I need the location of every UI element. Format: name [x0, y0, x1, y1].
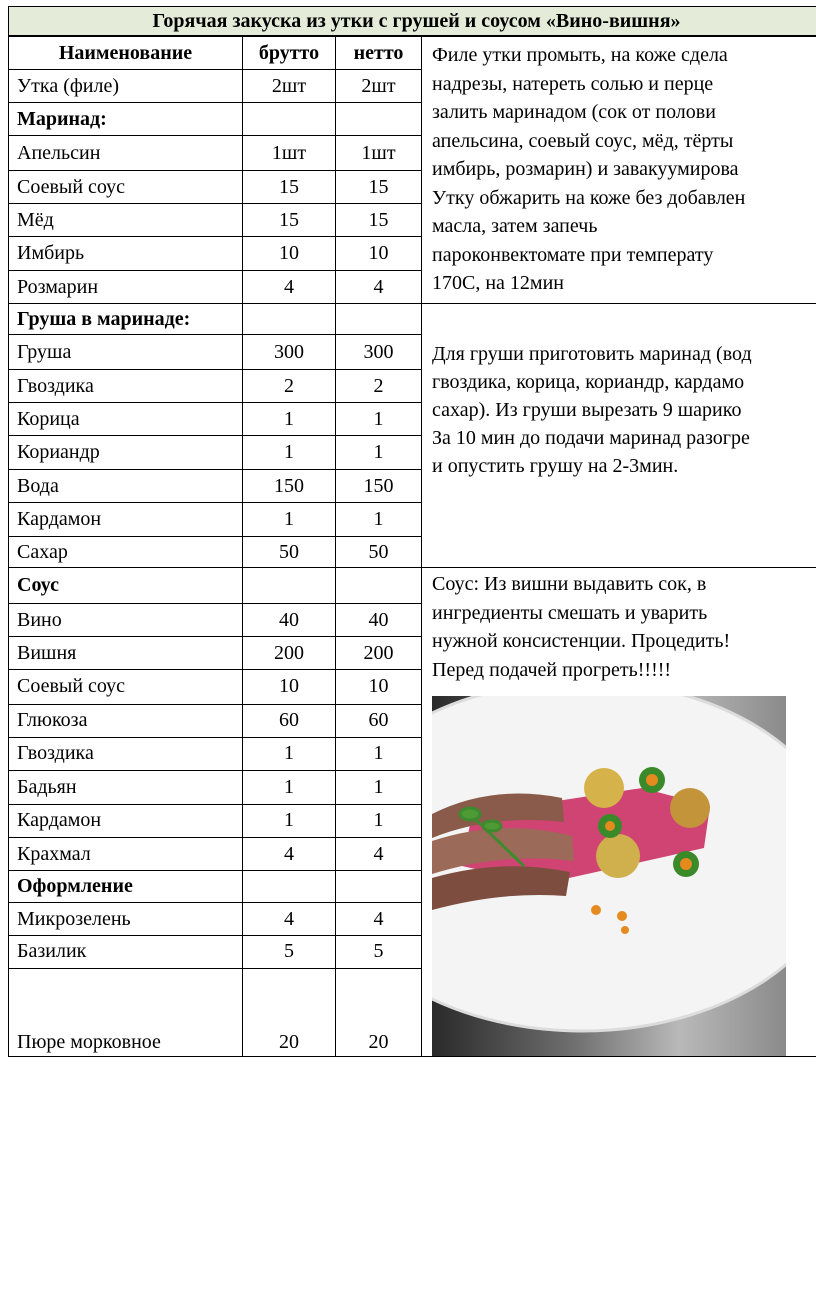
ingredient-name: Вишня: [9, 637, 243, 670]
ingredient-name: Глюкоза: [9, 704, 243, 737]
method-line: и опустить грушу на 2-3мин.: [432, 455, 679, 477]
ingredient-name: Гвоздика: [9, 370, 243, 403]
ingredient-brutto: 1: [243, 436, 336, 470]
method-line: пароконвектомате при температу: [432, 243, 714, 266]
ingredient-netto: 2: [336, 370, 422, 403]
ingredient-netto: 15: [336, 204, 422, 237]
ingredient-netto: 300: [336, 335, 422, 370]
ingredient-netto: 10: [336, 237, 422, 271]
ingredient-netto: 10: [336, 670, 422, 704]
ingredient-netto: 1: [336, 436, 422, 470]
ingredient-brutto: 1: [243, 403, 336, 436]
ingredient-brutto: 10: [243, 237, 336, 271]
ingredient-netto: 1: [336, 770, 422, 804]
ingredient-name: Пюре морковное: [9, 968, 243, 1056]
ingredient-netto: 1шт: [336, 136, 422, 171]
ingredient-brutto: 40: [243, 604, 336, 637]
ingredient-name: Кориандр: [9, 436, 243, 470]
ingredient-name: Корица: [9, 403, 243, 436]
method-line: За 10 мин до подачи маринад разогре: [432, 427, 750, 449]
ingredient-netto: 20: [336, 968, 422, 1056]
ingredient-netto: 200: [336, 637, 422, 670]
header-netto: нетто: [336, 37, 422, 70]
ingredient-name: Утка (филе): [9, 70, 243, 103]
empty-cell: [336, 304, 422, 335]
ingredient-brutto: 2: [243, 370, 336, 403]
method-sauce: [422, 568, 816, 1057]
ingredient-name: Микрозелень: [9, 903, 243, 936]
ingredient-brutto: 200: [243, 637, 336, 670]
section-label: Соус: [9, 568, 243, 604]
ingredient-brutto: 20: [243, 968, 336, 1056]
method-pear: [422, 304, 816, 568]
duck-slices: [432, 794, 574, 910]
dish-illustration: [432, 696, 786, 1056]
ingredient-name: Вода: [9, 470, 243, 503]
ingredient-brutto: 50: [243, 537, 336, 568]
ingredient-netto: 40: [336, 604, 422, 637]
recipe-title: Горячая закуска из утки с грушей и соусом «Вино-вишня»: [8, 6, 816, 36]
method-line: Для груши приготовить маринад (вод: [432, 343, 752, 365]
ingredient-brutto: 4: [243, 838, 336, 871]
empty-cell: [243, 568, 336, 604]
section-row: [9, 304, 816, 335]
ingredient-netto: 2шт: [336, 70, 422, 103]
section-row: [9, 568, 816, 604]
method-line: нужной консистенции. Процедить!: [432, 630, 731, 652]
empty-cell: [336, 103, 422, 136]
method-line: сахар). Из груши вырезать 9 шарико: [432, 399, 742, 421]
method-duck: [422, 37, 816, 304]
ingredient-brutto: 150: [243, 470, 336, 503]
ingredient-name: Сахар: [9, 537, 243, 568]
ingredient-netto: 50: [336, 537, 422, 568]
ingredient-netto: 1: [336, 503, 422, 537]
ingredient-brutto: 1: [243, 804, 336, 837]
ingredient-netto: 1: [336, 804, 422, 837]
ingredient-name: Вино: [9, 604, 243, 637]
ingredient-name: Мёд: [9, 204, 243, 237]
method-line: Соус: Из вишни выдавить сок, в: [432, 573, 707, 595]
ingredient-name: Кардамон: [9, 804, 243, 837]
method-line: гвоздика, корица, кориандр, кардамо: [432, 371, 745, 393]
ingredient-brutto: 1: [243, 737, 336, 770]
ingredient-brutto: 4: [243, 271, 336, 304]
header-brutto: брутто: [243, 37, 336, 70]
empty-cell: [243, 304, 336, 335]
ingredient-name: Розмарин: [9, 271, 243, 304]
method-line: ингредиенты смешать и уварить: [432, 601, 708, 624]
ingredient-netto: 1: [336, 403, 422, 436]
method-line: Утку обжарить на коже без добавлен: [432, 186, 746, 209]
ingredient-brutto: 4: [243, 903, 336, 936]
method-line: апельсина, соевый соус, мёд, тёрты: [432, 129, 734, 152]
ingredient-brutto: 300: [243, 335, 336, 370]
ingredient-brutto: 2шт: [243, 70, 336, 103]
empty-cell: [336, 871, 422, 903]
empty-cell: [243, 103, 336, 136]
table-header-row: [9, 37, 816, 70]
empty-cell: [243, 871, 336, 903]
ingredient-name: Груша: [9, 335, 243, 370]
section-label: Груша в маринаде:: [9, 304, 243, 335]
ingredient-name: Крахмал: [9, 838, 243, 871]
method-line: залить маринадом (сок от полови: [432, 101, 716, 123]
ingredient-name: Соевый соус: [9, 171, 243, 204]
dish-photo: [432, 696, 786, 1056]
section-label: Маринад:: [9, 103, 243, 136]
ingredient-name: Имбирь: [9, 237, 243, 271]
method-line: Филе утки промыть, на коже сдела: [432, 44, 728, 66]
ingredient-brutto: 5: [243, 936, 336, 968]
ingredient-netto: 60: [336, 704, 422, 737]
recipe-table: [8, 36, 816, 1057]
ingredient-brutto: 1шт: [243, 136, 336, 171]
ingredient-name: Базилик: [9, 936, 243, 968]
ingredient-netto: 5: [336, 936, 422, 968]
ingredient-netto: 4: [336, 271, 422, 304]
ingredient-netto: 4: [336, 838, 422, 871]
ingredient-name: Кардамон: [9, 503, 243, 537]
ingredient-brutto: 10: [243, 670, 336, 704]
ingredient-name: Соевый соус: [9, 670, 243, 704]
ingredient-brutto: 15: [243, 171, 336, 204]
recipe-sheet: [8, 6, 816, 1057]
section-label: Оформление: [9, 871, 243, 903]
method-line: надрезы, натереть солью и перце: [432, 72, 714, 95]
empty-cell: [336, 568, 422, 604]
ingredient-brutto: 1: [243, 770, 336, 804]
ingredient-brutto: 15: [243, 204, 336, 237]
ingredient-netto: 1: [336, 737, 422, 770]
ingredient-name: Апельсин: [9, 136, 243, 171]
ingredient-netto: 4: [336, 903, 422, 936]
ingredient-name: Бадьян: [9, 770, 243, 804]
ingredient-brutto: 1: [243, 503, 336, 537]
header-name: Наименование: [9, 37, 243, 70]
method-line: Перед подачей прогреть!!!!!: [432, 658, 672, 681]
method-line: 170С, на 12мин: [432, 272, 564, 294]
method-line: имбирь, розмарин) и завакуумирова: [432, 158, 739, 180]
ingredient-brutto: 60: [243, 704, 336, 737]
method-line: масла, затем запечь: [432, 215, 598, 237]
ingredient-name: Гвоздика: [9, 737, 243, 770]
ingredient-netto: 150: [336, 470, 422, 503]
ingredient-netto: 15: [336, 171, 422, 204]
